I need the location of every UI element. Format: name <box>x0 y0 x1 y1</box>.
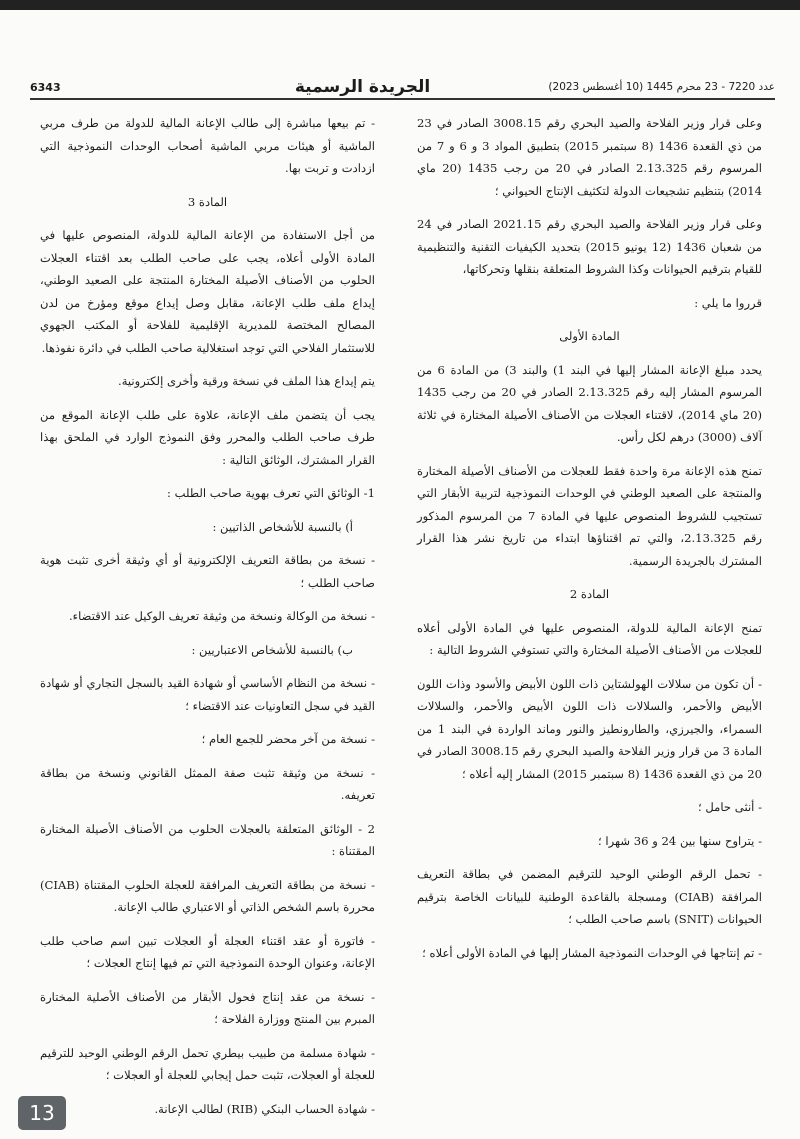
gazette-title: الجريدة الرسمية <box>294 77 431 97</box>
list-item: - أن تكون من سلالات الهولشتاين ذات اللون الأبيض والأسود وذات اللون الأبيض والأحمر، والسلالات ذات اللون الأبيض والأحمر، والسلالات السمراء، والجيرزي، والطارونطيز والنور وماند الواردة في البند 1 من المادة 3 من قرار وزير الفلاحة والصيد البحري رقم 3008.15 الصادر في 20 من ذي القعدة 1436 (8 سبتمبر 2015) المشار إليه أعلاه ؛ <box>417 676 762 781</box>
list-item: - فاتورة أو عقد اقتناء العجلة أو العجلات تبين اسم صاحب طلب الإعانة، وعنوان الوحدة النموذجية التي تم فيها إنتاج العجلات ؛ <box>40 933 375 970</box>
list-item: - نسخة من وثيقة تثبت صفة الممثل القانوني ونسخة من بطاقة تعريفه. <box>40 765 375 802</box>
article-paragraph: تمنح هذه الإعانة مرة واحدة فقط للعجلات من الأصناف الأصيلة المختارة والمنتجة على الصعيد الوطني في الوحدات النموذجية لتربية الأبقار التي تستجيب للشروط المنصوص عليها في المادة 7 من المرسوم المذكور رقم 2.13.325، والتي تم اقتناؤها ابتداء من تاريخ نشر هذا القرار المشترك بالجريدة الرسمية. <box>417 463 762 568</box>
sub-heading: أ) بالنسبة للأشخاص الذاتيين : <box>212 519 353 534</box>
article-paragraph: تمنح الإعانة المالية للدولة، المنصوص عليها في المادة الأولى أعلاه للعجلات من الأصناف الأصيلة المختارة والتي تستوفي الشروط التالية : <box>417 620 762 657</box>
sub-heading: 1- الوثائق التي تعرف بهوية صاحب الطلب : <box>167 486 375 500</box>
list-item: - يتراوح سنها بين 24 و 36 شهرا ؛ <box>598 833 762 848</box>
issue-info: عدد 7220 - 23 محرم 1445 (10 أغسطس 2023) <box>548 81 775 93</box>
article-heading: المادة 2 <box>569 587 610 601</box>
list-item: - نسخة من النظام الأساسي أو شهادة القيد بالسجل التجاري أو شهادة القيد في سجل التعاونيات عند الاقتضاء ؛ <box>40 676 375 713</box>
list-item: - نسخة من بطاقة التعريف المرافقة للعجلة الحلوب المقتناة (CIAB) محررة باسم الشخص الذاتي أو الاعتباري طالب الإعانة. <box>40 877 375 914</box>
list-item: - أنثى حامل ؛ <box>698 800 762 814</box>
list-item: - نسخة من آخر محضر للجمع العام ؛ <box>201 732 375 746</box>
list-item: - نسخة من بطاقة التعريف الإلكترونية أو أي وثيقة أخرى تثبت هوية صاحب الطلب ؛ <box>40 553 375 590</box>
list-item: - تم إنتاجها في الوحدات النموذجية المشار إليها في المادة الأولى أعلاه ؛ <box>422 945 762 960</box>
page-number: 6343 <box>30 80 61 94</box>
left-column <box>40 112 375 1131</box>
page-badge: 13 <box>18 1096 66 1130</box>
article-heading: المادة 3 <box>187 194 228 209</box>
list-item: - شهادة الحساب البنكي (RIB) لطالب الإعانة. <box>154 1101 375 1116</box>
article-heading: المادة الأولى <box>559 329 620 343</box>
decision-line: قرروا ما يلي : <box>694 295 762 310</box>
list-item: - شهادة مسلمة من طبيب بيطري تحمل الرقم الوطني الوحيد للترقيم للعجلة أو العجلات، تثبت حمل إيجابي للعجلة أو العجلات ؛ <box>40 1045 375 1082</box>
top-dark-band <box>0 0 800 10</box>
article-paragraph: يجب أن يتضمن ملف الإعانة، علاوة على طلب الإعانة الموقع من طرف صاحب الطلب والمحرر وفق النموذج الوارد في الملحق بهذا القرار المشترك، الوثائق التالية : <box>40 407 375 467</box>
article-paragraph: يحدد مبلغ الإعانة المشار إليها في البند 1) والبند 3) من المادة 6 من المرسوم المشار إليه رقم 2.13.325 الصادر في 20 من رجب 1435 (20 ماي 2014)، لاقتناء العجلات من الأصناف الأصيلة المختارة في ثلاثة آلاف (3000) درهم لكل رأس. <box>417 362 763 444</box>
sub-heading: 2 - الوثائق المتعلقة بالعجلات الحلوب من الأصناف الأصيلة المختارة المقتناة : <box>40 821 375 858</box>
right-column <box>417 112 762 975</box>
preamble-paragraph: وعلى قرار وزير الفلاحة والصيد البحري رقم 2021.15 الصادر في 24 من شعبان 1436 (12 يونيو 2015) بتحديد الكيفيات التقنية والتنظيمية للقيام بترقيم الحيوانات وكذا الشروط المتعلقة بنقلها وتحركاتها، <box>417 217 762 276</box>
list-item: - تحمل الرقم الوطني الوحيد للترقيم المضمن في بطاقة التعريف المرافقة (CIAB) ومسجلة بالقاعدة الوطنية للبيانات الخاصة بترقيم الحيوانات (SNIT) باسم صاحب الطلب ؛ <box>417 867 763 926</box>
preamble-paragraph: وعلى قرار وزير الفلاحة والصيد البحري رقم 3008.15 الصادر في 23 من ذي القعدة 1436 (8 سبتمبر 2015) بتطبيق المواد 3 و 6 و 7 من المرسوم رقم 2.13.325 الصادر في 20 من رجب 1435 (20 ماي 2014) بتنظيم تشجيعات الدولة لتكثيف الإنتاج الحيواني ؛ <box>417 116 762 198</box>
list-item: - تم بيعها مباشرة إلى طالب الإعانة المالية للدولة من طرف مربي الماشية أو هيئات مربي الماشية أصحاب الوحدات النموذجية التي ازدادت و تربت بها. <box>40 116 375 175</box>
list-item: - نسخة من الوكالة ونسخة من وثيقة تعريف الوكيل عند الاقتضاء. <box>68 609 375 623</box>
article-paragraph: من أجل الاستفادة من الإعانة المالية للدولة، المنصوص عليها في المادة الأولى أعلاه، يجب على صاحب الطلب بعد اقتناء العجلات الحلوب من الأصناف الأصيلة المختارة المنتجة على الصعيد الوطني، إيداع ملف طلب الإعانة، مقابل وصل إيداع موقع ومؤرخ من لدن المصالح المختصة للمديرية الإقليمية للفلاحة أو المكتب الجهوي للاستثمار الفلاحي التي توجد استغلالية صاحب الطلب في دائرة نفوذها. <box>40 228 375 355</box>
page-header <box>30 76 775 100</box>
list-item: - نسخة من عقد إنتاج فحول الأبقار من الأصناف الأصلية المختارة المبرم بين المنتج ووزارة الفلاحة ؛ <box>40 989 375 1026</box>
article-paragraph: يتم إيداع هذا الملف في نسخة ورقية وأخرى إلكترونية. <box>118 374 375 388</box>
sub-heading: ب) بالنسبة للأشخاص الاعتباريين : <box>191 642 353 657</box>
